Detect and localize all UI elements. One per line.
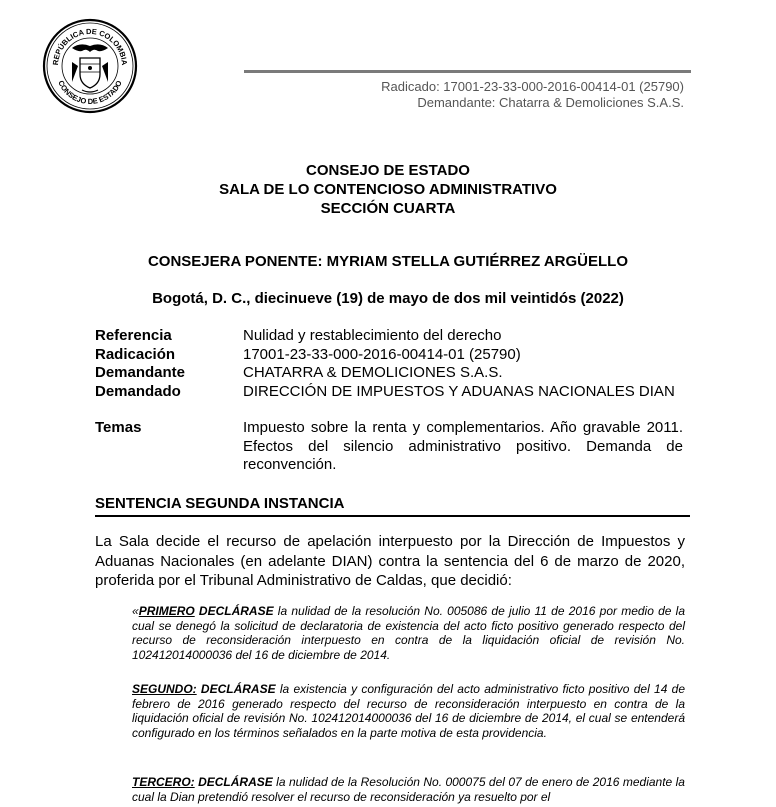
court-heading: [0, 161, 776, 218]
section-title: SENTENCIA SEGUNDA INSTANCIA: [95, 495, 690, 517]
court-line-2: SALA DE LO CONTENCIOSO ADMINISTRATIVO: [219, 181, 557, 198]
resolution-segundo: [132, 682, 685, 740]
ponente-sep: :: [317, 253, 327, 270]
svg-text:CONSEJO DE ESTADO: CONSEJO DE ESTADO: [56, 79, 124, 107]
verb-declarase: DECLÁRASE: [196, 682, 276, 696]
consejo-de-estado-seal: [42, 18, 138, 114]
temas-row: [95, 419, 683, 475]
resolution-text: la existencia y configuración del acto administrativo ficto positivo del 14 de febrero de 2016 generado respecto del recurso de reconsideración interpuesto en contra de la liquidación oficial de revisión No. 102412014000036 del 16 de diciembre de 2014, el cual se entenderá configurado en los términos señalados en la parte motiva de esta providencia.: [132, 682, 685, 740]
reference-table: [95, 327, 683, 401]
court-line-1: CONSEJO DE ESTADO: [306, 162, 470, 179]
demandado-value: DIRECCIÓN DE IMPUESTOS Y ADUANAS NACIONALES DIAN: [243, 382, 675, 400]
case-info: [381, 79, 684, 111]
radicacion-label: Radicación: [95, 345, 176, 363]
demandado-label: Demandado: [95, 382, 181, 400]
ponente-label: CONSEJERA PONENTE: [147, 253, 318, 270]
verb-declarase: DECLÁRASE: [194, 604, 274, 618]
reference-label: Referencia: [95, 327, 172, 344]
reference-row: [95, 383, 683, 402]
radicacion-value: 17001-23-33-000-2016-00414-01 (25790): [243, 345, 521, 363]
court-line-3: SECCIÓN CUARTA: [320, 200, 456, 217]
intro-paragraph: La Sala decide el recurso de apelación interpuesto por la Dirección de Impuestos y Aduanas Nacionales (en adelante DIAN) contra la sentencia del 6 de marzo de 2020, proferida por el Tribunal Administrativo de Caldas, que decidió:: [95, 533, 685, 589]
reference-row: [95, 364, 683, 383]
demandante-line: Demandante: Chatarra & Demoliciones S.A.S.: [417, 95, 684, 110]
ordinal-tercero: TERCERO:: [132, 775, 195, 789]
demandante-value: CHATARRA & DEMOLICIONES S.A.S.: [243, 364, 503, 381]
svg-text:REPÚBLICA DE COLOMBIA: REPÚBLICA DE COLOMBIA: [50, 26, 130, 66]
demandante-label: Demandante: [95, 364, 186, 381]
ordinal-segundo: SEGUNDO:: [132, 682, 197, 696]
reference-value: Nulidad y restablecimiento del derecho: [243, 327, 502, 344]
reference-row: [95, 346, 683, 365]
temas-label: Temas: [95, 419, 142, 436]
reference-row: [95, 327, 683, 346]
ponente-name: MYRIAM STELLA GUTIÉRREZ ARGÜELLO: [326, 253, 629, 270]
resolution-tercero: [132, 775, 685, 804]
resolution-text: la nulidad de la Resolución No. 000075 del 07 de enero de 2016 mediante la cual la Dian pretendió resolver el recurso de reconsideración ya resuelto por el: [132, 775, 685, 804]
document-date: Bogotá, D. C., diecinueve (19) de mayo de dos mil veintidós (2022): [152, 290, 624, 307]
resolution-primero: [132, 604, 685, 662]
quote-open-mark: «: [132, 604, 139, 618]
verb-declarase: DECLÁRASE: [194, 775, 273, 789]
ponente-line: [0, 253, 776, 270]
coat-of-arms-icon: [72, 44, 108, 92]
ordinal-primero: PRIMERO: [138, 604, 195, 618]
temas-value: Impuesto sobre la renta y complementarios. Año gravable 2011. Efectos del silencio administrativo positivo. Demanda de reconvención.: [243, 419, 683, 473]
radicado-line: Radicado: 17001-23-33-000-2016-00414-01 (25790): [381, 79, 684, 94]
header-rule: [244, 70, 691, 73]
resolution-text: la nulidad de la resolución No. 005086 de julio 11 de 2016 por medio de la cual se denegó la solicitud de declaratoria de existencia del acto ficto positivo generado respecto del recurso de reconsideración interpuesto en contra de la liquidación oficial de revisión No. 102412014000036 del 16 de diciembre de 2014.: [132, 604, 685, 662]
